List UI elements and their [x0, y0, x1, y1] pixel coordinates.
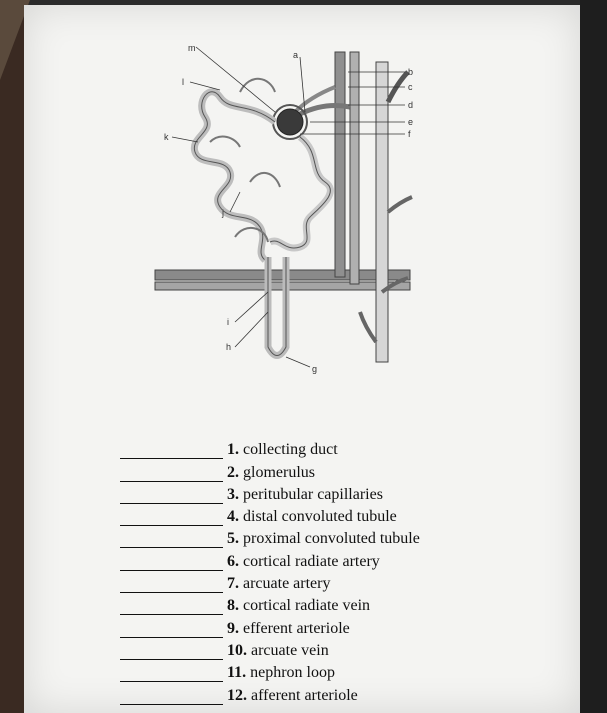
leader-line-l — [190, 82, 220, 90]
item-term: cortical radiate artery — [243, 552, 380, 570]
matching-list — [120, 437, 470, 705]
leader-line-j — [230, 192, 240, 212]
photo-background-left — [0, 0, 26, 713]
item-number: 8. — [227, 597, 239, 615]
answer-blank[interactable] — [120, 469, 223, 482]
diagram-label-h: h — [226, 342, 232, 352]
diagram-label-b: b — [408, 67, 414, 77]
matching-row — [120, 437, 470, 459]
item-number: 7. — [227, 575, 239, 593]
item-number: 5. — [227, 530, 239, 548]
item-term: proximal convoluted tubule — [243, 530, 420, 548]
item-term: arcuate artery — [243, 575, 331, 593]
answer-blank[interactable] — [120, 558, 223, 571]
item-number: 1. — [227, 441, 239, 459]
item-term: peritubular capillaries — [243, 485, 383, 503]
answer-blank[interactable] — [120, 446, 223, 459]
leader-line-g — [286, 357, 310, 367]
item-number: 6. — [227, 552, 239, 570]
diagram-label-j: j — [222, 208, 224, 218]
answer-blank[interactable] — [120, 580, 223, 593]
item-number: 3. — [227, 485, 239, 503]
item-term: collecting duct — [243, 441, 338, 459]
item-term: glomerulus — [243, 463, 315, 481]
diagram-label-i: i — [227, 317, 229, 327]
diagram-label-g: g — [312, 364, 318, 374]
diagram-label-m: m — [188, 43, 196, 53]
diagram-label-a: a — [293, 50, 299, 60]
vessel-branch-shape — [388, 197, 412, 212]
answer-blank[interactable] — [120, 625, 223, 638]
item-term: cortical radiate vein — [243, 597, 371, 615]
item-number: 4. — [227, 508, 239, 526]
diagram-label-d: d — [408, 100, 414, 110]
answer-blank[interactable] — [120, 647, 223, 660]
item-number: 2. — [227, 463, 239, 481]
matching-row — [120, 526, 470, 548]
item-term: arcuate vein — [251, 641, 329, 659]
diagram-label-f: f — [408, 129, 411, 139]
distal-convoluted-tubule-shape — [270, 137, 330, 248]
answer-blank[interactable] — [120, 491, 223, 504]
item-number: 9. — [227, 619, 239, 637]
item-number: 12. — [227, 686, 247, 704]
vessel-branch-shape — [360, 312, 376, 342]
answer-blank[interactable] — [120, 602, 223, 615]
matching-row — [120, 638, 470, 660]
answer-blank[interactable] — [120, 692, 223, 705]
nephron-diagram — [150, 42, 420, 377]
collecting-duct-shape — [376, 62, 388, 362]
answer-blank[interactable] — [120, 669, 223, 682]
matching-row — [120, 615, 470, 637]
item-term: distal convoluted tubule — [243, 508, 397, 526]
diagram-label-k: k — [164, 132, 169, 142]
item-number: 11. — [227, 664, 247, 682]
item-term: efferent arteriole — [243, 619, 350, 637]
matching-row — [120, 548, 470, 570]
matching-row — [120, 660, 470, 682]
diagram-label-l: l — [182, 77, 184, 87]
answer-blank[interactable] — [120, 513, 223, 526]
distal-tubule-outline — [270, 137, 330, 248]
photo-background-right — [580, 0, 607, 713]
matching-row — [120, 459, 470, 481]
item-number: 10. — [227, 641, 247, 659]
diagram-label-e: e — [408, 117, 414, 127]
matching-row — [120, 504, 470, 526]
nephron-diagram-svg — [150, 42, 420, 377]
item-term: afferent arteriole — [251, 686, 358, 704]
matching-row — [120, 482, 470, 504]
cortical-radiate-vein-shape — [335, 52, 345, 277]
matching-row — [120, 682, 470, 704]
glomerulus-shape — [277, 109, 303, 135]
diagram-label-c: c — [408, 82, 413, 92]
matching-row — [120, 593, 470, 615]
item-term: nephron loop — [250, 664, 335, 682]
answer-blank[interactable] — [120, 535, 223, 548]
matching-row — [120, 571, 470, 593]
